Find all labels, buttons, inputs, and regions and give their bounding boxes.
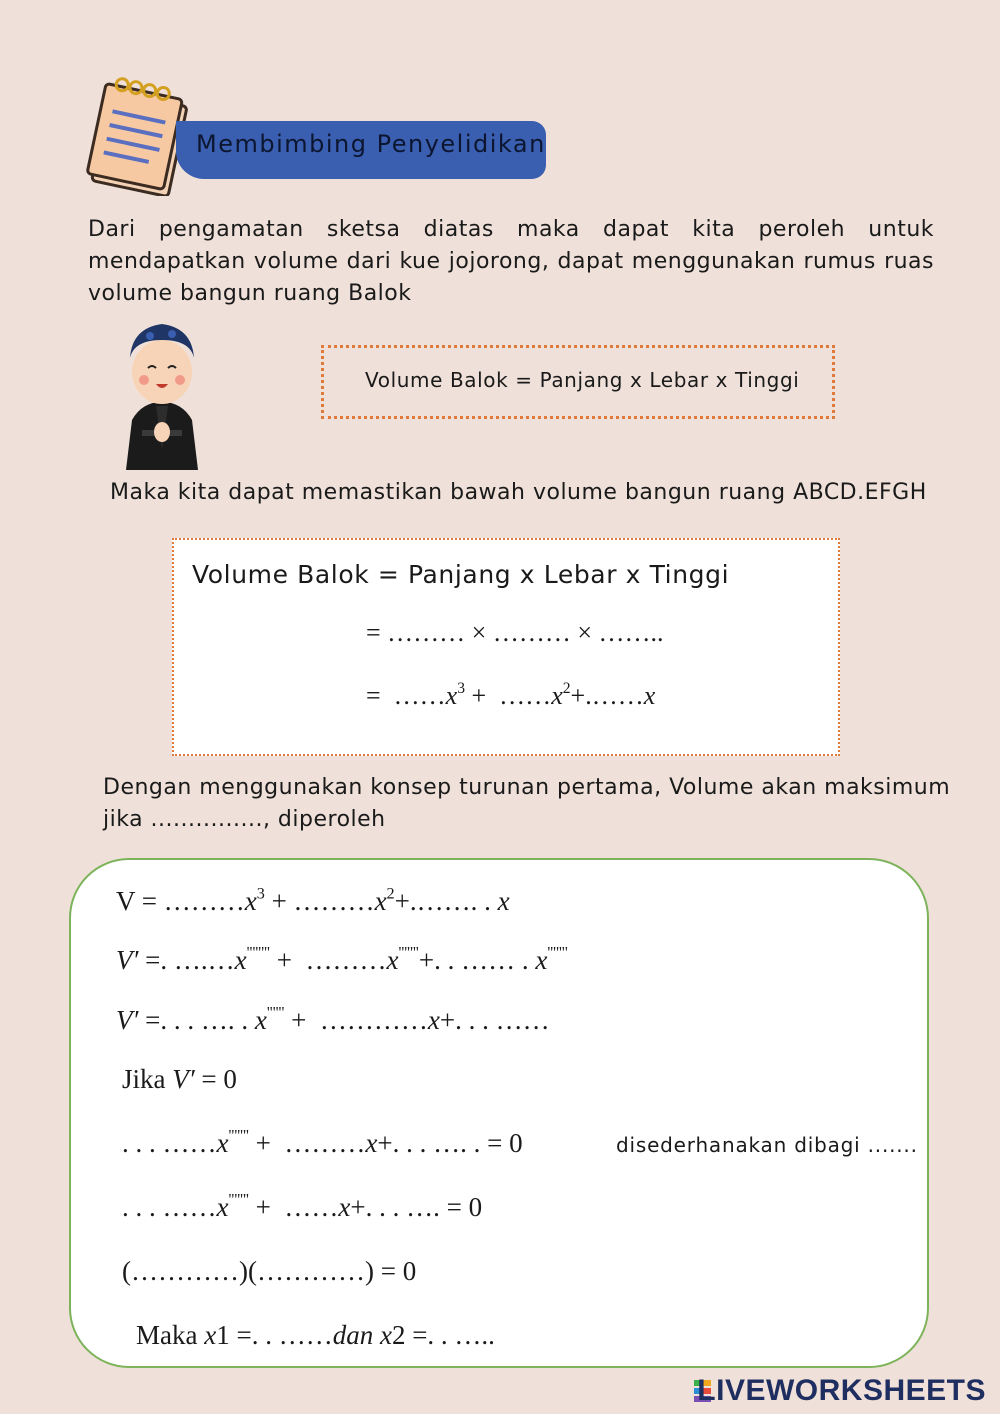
- formula-text: Volume Balok = Panjang x Lebar x Tinggi: [365, 368, 800, 392]
- question-paragraph: Dengan menggunakan konsep turunan pertama, Volume akan maksimum jika ..............., diperoleh: [103, 775, 951, 832]
- liveworksheets-logo[interactable]: LIVEWORKSHEETS: [697, 1374, 986, 1407]
- derivative-line-2: V′ =. ….…x'''''''' + ………x'''''''+. . …… . x''''''': [116, 943, 568, 975]
- derivative-line-6: . . . ……x''''''' + ……x+. . . …. = 0: [122, 1190, 483, 1222]
- derivative-box: [69, 858, 929, 1368]
- statement-text: Maka kita dapat memastikan bawah volume bangun ruang ABCD.EFGH: [110, 480, 927, 505]
- calc-line-2: = ……… × ……… × ……..: [366, 618, 664, 647]
- derivative-line-1: $V = \dots\dots\dots x^3$ + $\dots\dots\dots x^2+.\dots\dots$. . x: [116, 884, 510, 916]
- section-title: Membimbing Penyelidikan: [196, 130, 546, 158]
- calc-line-3: = $\dots\dots x^3$ + $\dots\dots x^2+.\dots\dots x$: [366, 680, 656, 710]
- character-illustration: [112, 310, 212, 470]
- derivative-line-3: V′ =. . . …. . x'''''' + …………x+. . . ……: [116, 1003, 550, 1035]
- derivative-line-7: (…………)(…………) = 0: [122, 1256, 417, 1286]
- derivative-line-8: Maka x1 =. . ……dan x2 =. . …..: [136, 1320, 495, 1350]
- simplify-note: disederhanakan dibagi .......: [616, 1133, 918, 1157]
- derivative-line-5: . . . ……x''''''' + ………x+. . . …. . = 0: [122, 1126, 523, 1158]
- intro-paragraph: Dari pengamatan sketsa diatas maka dapat kita peroleh untuk mendapatkan volume dari kue jojorong, dapat menggunakan rumus ruas volume bangun ruang Balok: [88, 217, 934, 306]
- calc-line-1: Volume Balok = Panjang x Lebar x Tinggi: [192, 560, 730, 589]
- derivative-line-4: Jika V′ = 0: [122, 1064, 237, 1094]
